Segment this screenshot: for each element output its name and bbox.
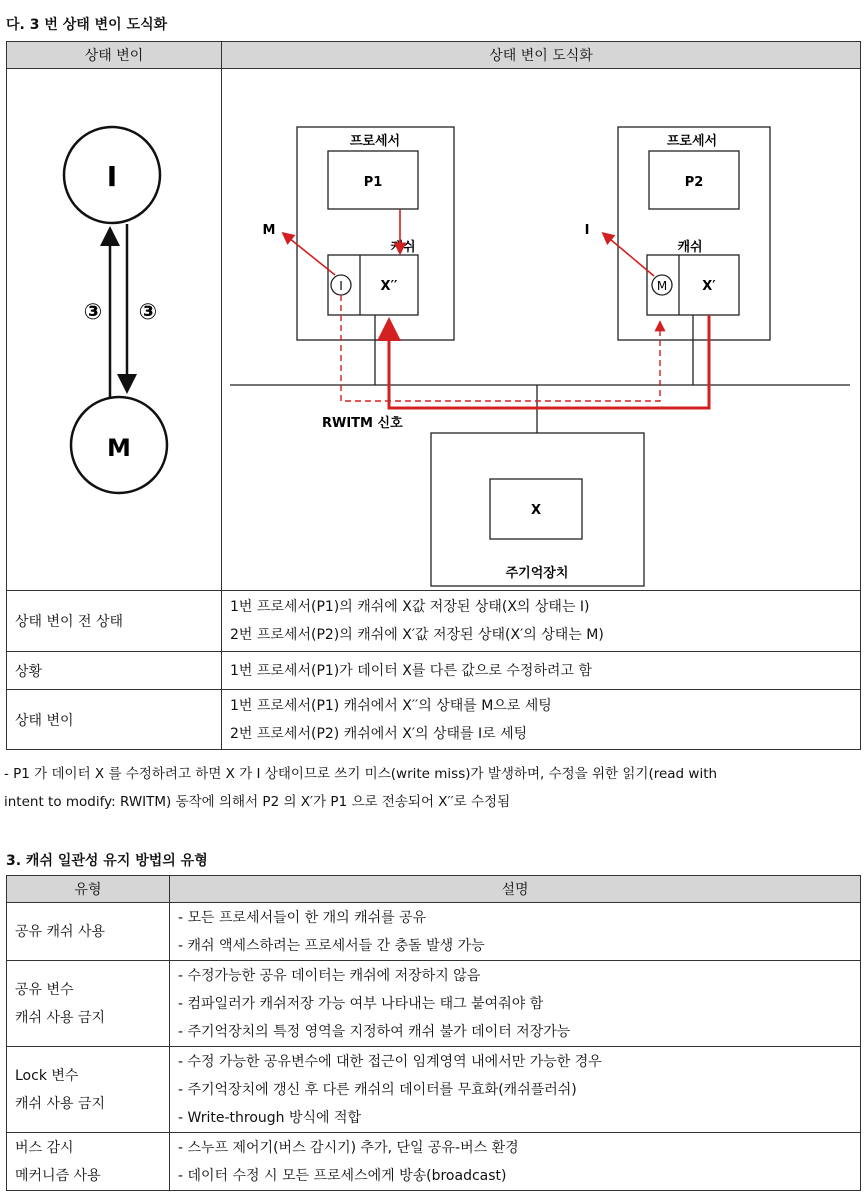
memory-x-label: X <box>530 503 542 518</box>
p2-state-label: M <box>656 279 668 293</box>
row-situation-label: 상황 <box>7 652 222 690</box>
coherence-methods-table <box>6 875 861 1191</box>
p2-cache-value: X′ <box>702 279 716 294</box>
row-transition-desc: 1번 프로세서(P1) 캐쉬에서 X′′의 상태를 M으로 세팅 2번 프로세서(P2) 캐쉬에서 X′의 상태를 I로 세팅 <box>222 690 861 750</box>
section-d-note: - P1 가 데이터 X 를 수정하려고 하면 X 가 I 상태이므로 쓰기 미스(write miss)가 발생하며, 수정을 위한 읽기(read with intent to modify: RWITM) 동작에 의해서 P2 의 X′가 P1 으로 전송되어 X′′로 수정됨 <box>4 766 718 810</box>
method-description: - 모든 프로세서들이 한 개의 캐쉬를 공유 - 캐쉬 액세스하려는 프로세서들 간 충돌 발생 가능 <box>170 903 861 961</box>
diagram-cell <box>222 69 861 591</box>
row-transition-label: 상태 변이 <box>7 690 222 750</box>
p1-state-label: I <box>339 279 343 293</box>
row-situation-desc: 1번 프로세서(P1)가 데이터 X를 다른 값으로 수정하려고 함 <box>222 652 861 690</box>
processor-1-label: 프로세서 <box>349 134 401 149</box>
transition-label-right: ③ <box>138 300 158 325</box>
col-header-type: 유형 <box>7 876 170 903</box>
state-m-label: M <box>107 434 131 462</box>
p1-new-state-label: M <box>262 223 276 238</box>
main-memory-label: 주기억장치 <box>505 566 569 581</box>
state-graph <box>7 69 222 590</box>
p1-label: P1 <box>363 175 383 190</box>
col-header-state-transition: 상태 변이 <box>7 42 222 69</box>
method-description: - 수정 가능한 공유변수에 대한 접근이 임계영역 내에서만 가능한 경우 - 주기억장치에 갱신 후 다른 캐쉬의 데이터를 무효화(캐쉬플러쉬) - Write-through 방식에 적합 <box>170 1047 861 1133</box>
p2-label: P2 <box>684 175 704 190</box>
col-header-description: 설명 <box>170 876 861 903</box>
method-description: - 스누프 제어기(버스 감시기) 추가, 단일 공유-버스 환경 - 데이터 수정 시 모든 프로세스에게 방송(broadcast) <box>170 1133 861 1191</box>
coherence-diagram <box>222 69 861 590</box>
method-type: 버스 감시 메커니즘 사용 <box>7 1133 170 1191</box>
cache-1-label: 캐쉬 <box>390 240 416 255</box>
processor-2-label: 프로세서 <box>666 134 718 149</box>
transition-label-left: ③ <box>83 300 103 325</box>
method-type: 공유 캐쉬 사용 <box>7 903 170 961</box>
section-3-heading: 3. 캐쉬 일관성 유지 방법의 유형 <box>6 853 208 869</box>
row-before-desc: 1번 프로세서(P1)의 캐쉬에 X값 저장된 상태(X의 상태는 I) 2번 프로세서(P2)의 캐쉬에 X′값 저장된 상태(X′의 상태는 M) <box>222 591 861 652</box>
p2-new-state-label: I <box>584 223 590 238</box>
cache-2-label: 캐쉬 <box>677 240 703 255</box>
row-before-label: 상태 변이 전 상태 <box>7 591 222 652</box>
state-i-label: I <box>106 160 118 193</box>
rwitm-signal-label: RWITM 신호 <box>322 416 403 431</box>
method-type: 공유 변수 캐쉬 사용 금지 <box>7 961 170 1047</box>
col-header-diagram: 상태 변이 도식화 <box>222 42 861 69</box>
section-d-heading: 다. 3 번 상태 변이 도식화 <box>6 17 168 33</box>
method-type: Lock 변수 캐쉬 사용 금지 <box>7 1047 170 1133</box>
state-transition-table <box>6 41 861 750</box>
method-description: - 수정가능한 공유 데이터는 캐쉬에 저장하지 않음 - 컴파일러가 캐쉬저장 가능 여부 나타내는 태그 붙여줘야 함 - 주기억장치의 특정 영역을 지정하여 캐쉬 불가 데이터 저장가능 <box>170 961 861 1047</box>
p1-cache-value: X′′ <box>380 279 398 294</box>
state-graph-cell <box>7 69 222 591</box>
